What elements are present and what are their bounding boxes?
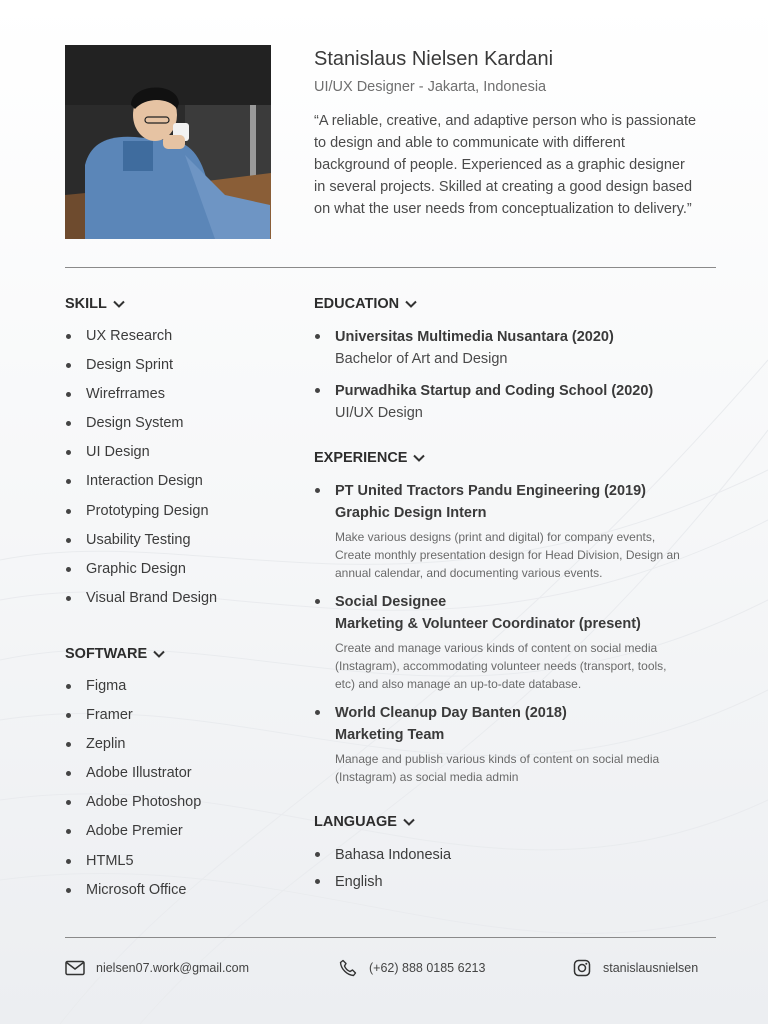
- mail-icon: [65, 958, 85, 978]
- profile-photo: [65, 45, 271, 239]
- software-section-title: [65, 644, 295, 664]
- phone-text[interactable]: (+62) 888 0185 6213: [369, 961, 486, 975]
- language-item: Bahasa Indonesia: [314, 844, 714, 871]
- experience-organization: World Cleanup Day Banten (2018): [335, 705, 567, 721]
- experience-title-text: EXPERIENCE: [314, 450, 408, 466]
- experience-organization: Social Designee: [335, 594, 447, 610]
- experience-section-title: [314, 448, 714, 468]
- header: [314, 47, 714, 220]
- chevron-down-icon: [403, 818, 415, 826]
- skill-item: UI Design: [65, 442, 295, 471]
- instagram-icon: [572, 958, 592, 978]
- left-column: [65, 294, 295, 909]
- phone-contact[interactable]: [338, 956, 485, 980]
- education-item: [314, 326, 714, 370]
- bottom-divider: [65, 937, 716, 938]
- top-divider: [65, 267, 716, 268]
- profile-summary: “A reliable, creative, and adaptive person who is passionate to design and able to communicate with different background of people. Experienced as a graphic designer in several projects. Skilled at creating a good design based on what the user needs from conceptualization to delivery.”: [314, 113, 697, 217]
- chevron-down-icon: [405, 300, 417, 308]
- experience-position: Marketing Team: [335, 727, 445, 743]
- language-list: [314, 844, 714, 898]
- email-text[interactable]: nielsen07.work@gmail.com: [96, 961, 250, 975]
- software-item: Adobe Premier: [65, 821, 295, 850]
- skill-section-title: [65, 294, 295, 314]
- software-item: HTML5: [65, 851, 295, 880]
- experience-item: [314, 591, 714, 693]
- experience-description: Manage and publish various kinds of content on social media (Instagram) as social media admin: [335, 752, 660, 784]
- experience-item: [314, 702, 714, 786]
- skill-item: Design Sprint: [65, 355, 295, 384]
- skill-title-text: SKILL: [65, 296, 107, 312]
- education-list: [314, 326, 714, 424]
- chevron-down-icon: [113, 300, 125, 308]
- skill-item: Design System: [65, 413, 295, 442]
- email-contact[interactable]: [65, 956, 249, 980]
- language-section-title: [314, 812, 714, 832]
- chevron-down-icon: [153, 650, 165, 658]
- instagram-text[interactable]: stanislausnielsen: [603, 961, 699, 975]
- education-school: Purwadhika Startup and Coding School (2020): [335, 383, 654, 399]
- experience-organization: PT United Tractors Pandu Engineering (2019): [335, 483, 647, 499]
- skill-item: Prototyping Design: [65, 501, 295, 530]
- language-item: English: [314, 871, 714, 898]
- full-name: Stanislaus Nielsen Kardani: [314, 48, 554, 70]
- skill-item: Usability Testing: [65, 530, 295, 559]
- education-title-text: EDUCATION: [314, 296, 400, 312]
- skill-item: UX Research: [65, 326, 295, 355]
- education-section-title: [314, 294, 714, 314]
- software-item: Framer: [65, 705, 295, 734]
- job-title-location: UI/UX Designer - Jakarta, Indonesia: [314, 79, 547, 95]
- software-title-text: SOFTWARE: [65, 645, 148, 662]
- experience-description: Create and manage various kinds of content on social media (Instagram), accommodating volunteer needs (transport, tools, etc) and also manage an up-to-date database.: [335, 641, 667, 691]
- software-item: Adobe Illustrator: [65, 763, 295, 792]
- skill-item: Visual Brand Design: [65, 588, 295, 617]
- education-degree: UI/UX Design: [335, 405, 423, 421]
- software-item: Adobe Photoshop: [65, 792, 295, 821]
- experience-position: Graphic Design Intern: [335, 505, 487, 521]
- contact-footer: [65, 956, 716, 980]
- education-item: [314, 380, 714, 424]
- software-item: Zeplin: [65, 734, 295, 763]
- chevron-down-icon: [413, 454, 425, 462]
- software-item: Microsoft Office: [65, 880, 295, 909]
- language-title-text: LANGUAGE: [314, 814, 397, 830]
- education-degree: Bachelor of Art and Design: [335, 351, 508, 367]
- skill-item: Wirefrrames: [65, 384, 295, 413]
- experience-description: Make various designs (print and digital) for company events, Create monthly presentation design for Head Division, Design an annual calendar, and documenting various events.: [335, 530, 680, 580]
- software-list: [65, 676, 295, 909]
- skill-item: Interaction Design: [65, 471, 295, 500]
- experience-position: Marketing & Volunteer Coordinator (present): [335, 616, 641, 632]
- software-item: Figma: [65, 676, 295, 705]
- education-school: Universitas Multimedia Nusantara (2020): [335, 329, 614, 345]
- instagram-contact[interactable]: [572, 956, 698, 980]
- skill-item: Graphic Design: [65, 559, 295, 588]
- experience-item: [314, 480, 714, 582]
- experience-list: [314, 480, 714, 786]
- phone-icon: [338, 958, 358, 978]
- skill-list: [65, 326, 295, 617]
- right-column: [314, 294, 714, 898]
